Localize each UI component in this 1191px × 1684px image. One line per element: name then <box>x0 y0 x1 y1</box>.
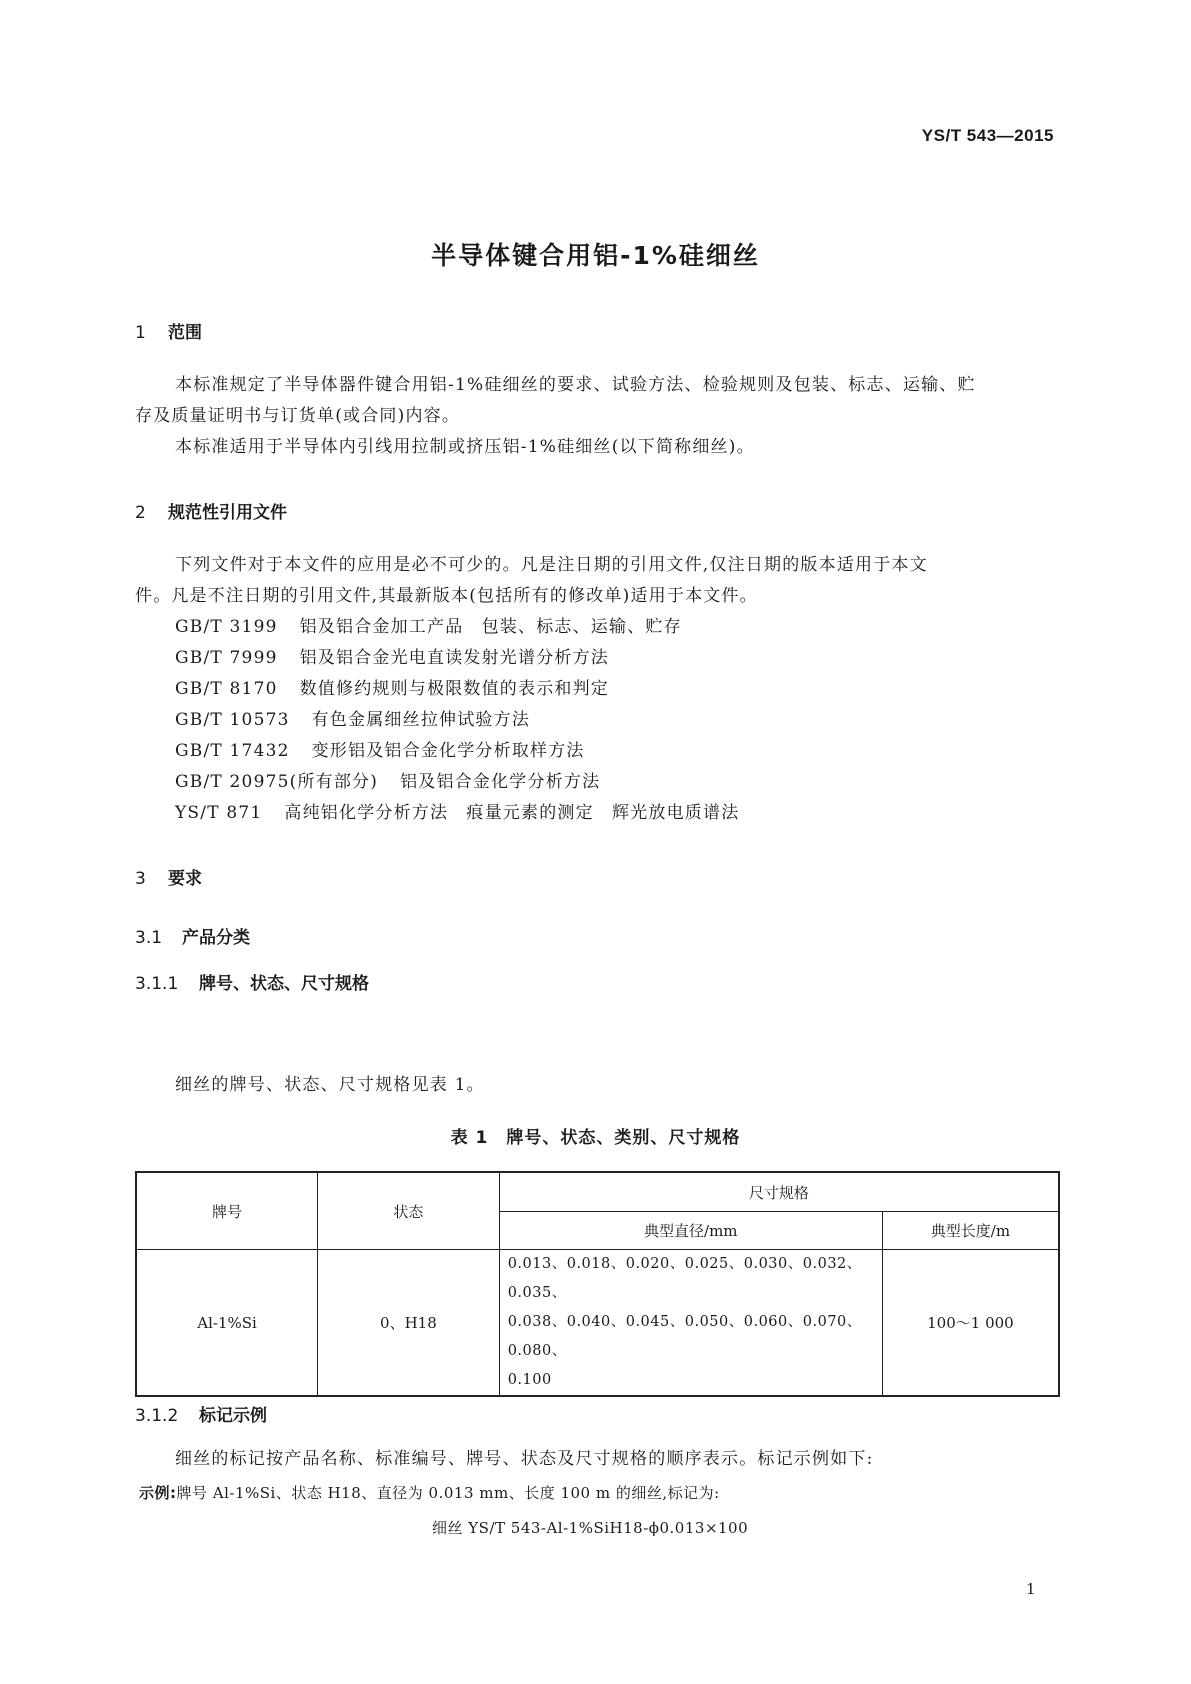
section-3-1-1-heading <box>135 969 369 994</box>
reference-title: 变形铝及铝合金化学分析取样方法 <box>311 741 585 761</box>
header-size-group: 尺寸规格 <box>499 1172 1059 1212</box>
diameter-line: 0.100 <box>507 1372 552 1388</box>
section-number: 3.1.1 <box>135 974 179 994</box>
scope-paragraph-1-line-1: 本标准规定了半导体器件键合用铝-1%硅细丝的要求、试验方法、检验规则及包装、标志、运输、贮 <box>175 375 976 395</box>
section-title: 规范性引用文件 <box>168 503 287 523</box>
section-number: 2 <box>135 503 146 523</box>
header-temper: 状态 <box>318 1172 500 1250</box>
header-diameter: 典型直径/mm <box>499 1212 882 1250</box>
reference-title: 铝及铝合金光电直读发射光谱分析方法 <box>299 648 610 668</box>
cell-diameters <box>499 1250 882 1397</box>
standard-code: YS/T 543—2015 <box>921 126 1054 145</box>
section-title: 牌号、状态、尺寸规格 <box>199 974 369 994</box>
section-number: 3.1.2 <box>135 1406 179 1426</box>
spec-table <box>135 1171 1060 1397</box>
example-line <box>139 1482 720 1503</box>
references-intro-line-2: 件。凡是不注日期的引用文件,其最新版本(包括所有的修改单)适用于本文件。 <box>135 586 758 606</box>
header-length: 典型长度/m <box>882 1212 1059 1250</box>
reference-code: GB/T 10573 <box>175 710 290 730</box>
marking-example: 细丝 YS/T 543-Al-1%SiH18-ϕ0.013×100 <box>432 1519 749 1537</box>
section-number: 1 <box>135 323 146 343</box>
reference-item <box>175 774 600 791</box>
diameter-line: 0.038、0.040、0.045、0.050、0.060、0.070、0.080、 <box>507 1314 862 1359</box>
reference-code: GB/T 20975(所有部分) <box>175 772 379 792</box>
reference-title: 铝及铝合金加工产品 包装、标志、运输、贮存 <box>299 617 682 637</box>
table-row <box>136 1250 1059 1397</box>
table-header-row <box>136 1172 1059 1212</box>
section-title: 要求 <box>168 869 202 889</box>
document-title: 半导体键合用铝-1%硅细丝 <box>431 241 760 270</box>
scope-paragraph-2: 本标准适用于半导体内引线用拉制或挤压铝-1%硅细丝(以下简称细丝)。 <box>175 437 755 457</box>
marking-rule-sentence: 细丝的标记按产品名称、标准编号、牌号、状态及尺寸规格的顺序表示。标记示例如下: <box>175 1449 874 1469</box>
section-3-heading <box>135 864 202 889</box>
reference-title: 数值修约规则与极限数值的表示和判定 <box>299 679 610 699</box>
reference-code: GB/T 8170 <box>175 679 278 699</box>
cell-grade: Al-1%Si <box>136 1250 318 1397</box>
example-label: 示例: <box>139 1484 177 1502</box>
page-number: 1 <box>1026 1580 1036 1598</box>
scope-paragraph-1-line-2: 存及质量证明书与订货单(或合同)内容。 <box>135 406 461 426</box>
section-2-heading <box>135 498 287 523</box>
cell-length: 100～1 000 <box>882 1250 1059 1397</box>
header-grade: 牌号 <box>136 1172 318 1250</box>
reference-code: GB/T 7999 <box>175 648 278 668</box>
references-intro-line-1: 下列文件对于本文件的应用是必不可少的。凡是注日期的引用文件,仅注日期的版本适用于本文 <box>175 555 928 575</box>
section-number: 3 <box>135 869 146 889</box>
reference-item <box>175 619 682 636</box>
reference-item <box>175 712 530 729</box>
diameter-line: 0.013、0.018、0.020、0.025、0.030、0.032、0.035、 <box>507 1256 862 1301</box>
section-title: 标记示例 <box>199 1406 267 1426</box>
reference-code: GB/T 3199 <box>175 617 278 637</box>
section-title: 范围 <box>168 323 202 343</box>
table-reference-sentence: 细丝的牌号、状态、尺寸规格见表 1。 <box>175 1075 485 1095</box>
reference-title: 高纯铝化学分析方法 痕量元素的测定 辉光放电质谱法 <box>284 803 740 823</box>
reference-item <box>175 650 609 667</box>
section-1-heading <box>135 318 202 343</box>
reference-item <box>175 805 739 822</box>
section-title: 产品分类 <box>182 928 250 948</box>
reference-item <box>175 743 585 760</box>
example-text: 牌号 Al-1%Si、状态 H18、直径为 0.013 mm、长度 100 m 的细丝,标记为: <box>176 1484 720 1502</box>
reference-title: 铝及铝合金化学分析方法 <box>400 772 601 792</box>
reference-code: GB/T 17432 <box>175 741 290 761</box>
reference-code: YS/T 871 <box>175 803 263 823</box>
reference-title: 有色金属细丝拉伸试验方法 <box>311 710 531 730</box>
section-3-1-heading <box>135 923 250 948</box>
cell-temper: 0、H18 <box>318 1250 500 1397</box>
section-3-1-2-heading <box>135 1401 267 1426</box>
table-caption: 表 1 牌号、状态、类别、尺寸规格 <box>450 1128 741 1148</box>
reference-item <box>175 681 609 698</box>
section-number: 3.1 <box>135 928 163 948</box>
